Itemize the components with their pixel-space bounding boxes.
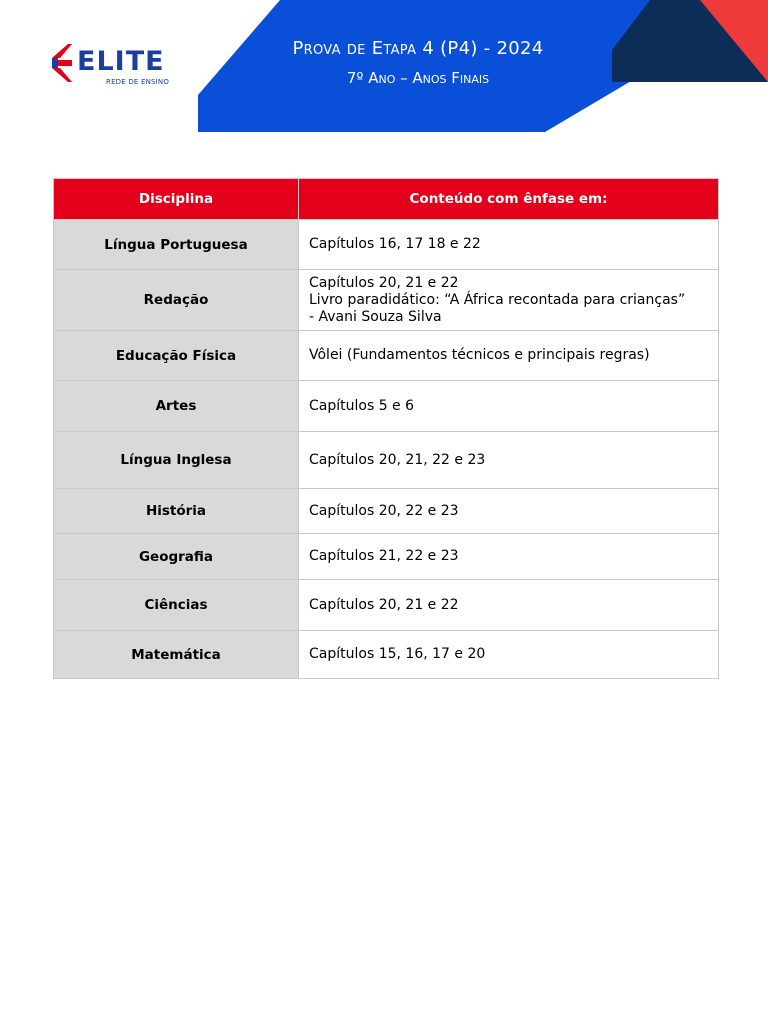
subject-cell: Educação Física [54, 331, 299, 381]
content-line: Capítulos 20, 22 e 23 [309, 502, 459, 519]
column-header-disciplina: Disciplina [54, 179, 299, 220]
content-line: Vôlei (Fundamentos técnicos e principais regras) [309, 347, 650, 363]
content-cell [299, 580, 719, 631]
content-line: Livro paradidático: “A África recontada para crianças” [309, 291, 686, 308]
content-cell [299, 489, 719, 534]
content-line: Capítulos 16, 17 18 e 22 [309, 236, 481, 252]
subject-cell: Ciências [54, 580, 299, 631]
column-header-conteudo: Conteúdo com ênfase em: [299, 179, 719, 220]
subject-cell: Língua Portuguesa [54, 220, 299, 270]
table-header-row [54, 179, 719, 220]
content-line: Capítulos 20, 21 e 22 [309, 274, 459, 291]
subject-cell: Língua Inglesa [54, 432, 299, 489]
table-row [54, 220, 719, 270]
content-cell [299, 270, 719, 331]
page-title: Prova de Etapa 4 (P4) - 2024 [292, 38, 544, 59]
logo-mark-icon [50, 44, 76, 82]
table-row [54, 580, 719, 631]
content-line: Capítulos 21, 22 e 23 [309, 548, 459, 564]
subject-cell: Redação [54, 270, 299, 331]
content-line: - Avani Souza Silva [309, 308, 442, 325]
content-cell [299, 432, 719, 489]
table-row [54, 631, 719, 679]
subject-cell: Artes [54, 381, 299, 432]
content-cell [299, 331, 719, 381]
logo-subtitle: REDE DE ENSINO [106, 78, 170, 86]
subject-cell: Matemática [54, 631, 299, 679]
content-cell [299, 631, 719, 679]
table-row [54, 331, 719, 381]
content-table [53, 178, 719, 679]
subject-cell: Geografia [54, 534, 299, 580]
table-row [54, 381, 719, 432]
content-line: Capítulos 20, 21 e 22 [309, 596, 459, 613]
header-banner [0, 0, 768, 140]
logo-wordmark: ELITE [77, 46, 165, 77]
table-row [54, 534, 719, 580]
content-line: Capítulos 20, 21, 22 e 23 [309, 451, 486, 468]
content-cell [299, 381, 719, 432]
content-cell [299, 534, 719, 580]
table-row [54, 432, 719, 489]
table-row [54, 270, 719, 331]
table-row [54, 489, 719, 534]
subject-cell: História [54, 489, 299, 534]
title-block [218, 36, 618, 88]
elite-logo [50, 44, 185, 88]
content-cell [299, 220, 719, 270]
content-line: Capítulos 15, 16, 17 e 20 [309, 646, 486, 662]
content-line: Capítulos 5 e 6 [309, 397, 415, 414]
page-subtitle: 7º Ano – Anos Finais [346, 69, 490, 87]
